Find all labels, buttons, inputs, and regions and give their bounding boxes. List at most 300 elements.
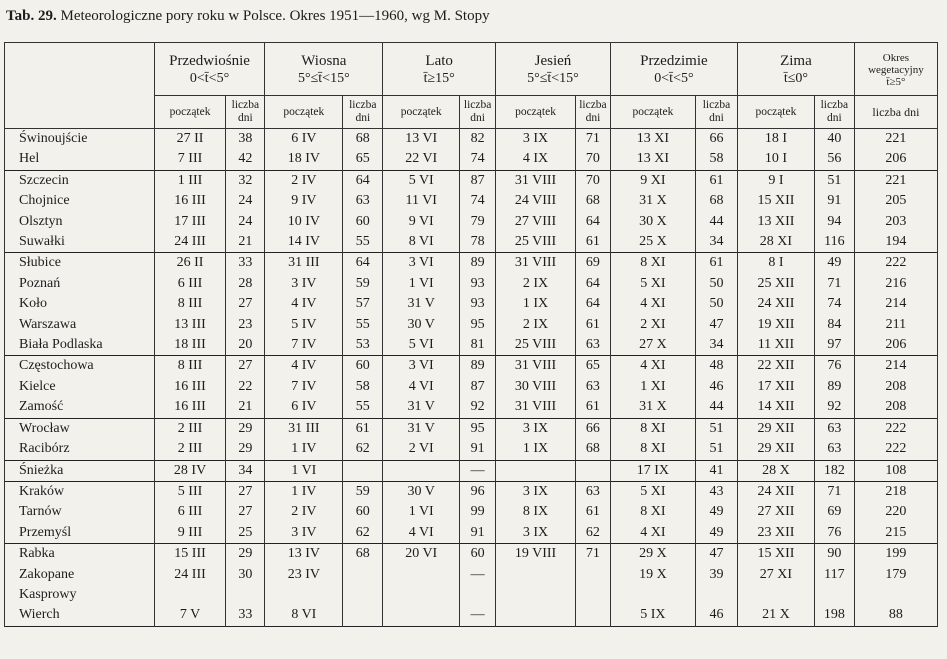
start-date-cell: 31 VIII xyxy=(496,170,576,191)
days-count-cell: 92 xyxy=(814,397,854,418)
table-row xyxy=(5,356,938,377)
days-count-cell: 55 xyxy=(343,315,383,335)
days-count-cell: 89 xyxy=(814,377,854,397)
days-count-cell: 46 xyxy=(695,585,737,626)
start-date-cell: 9 I xyxy=(737,170,814,191)
vegetation-days-cell: 222 xyxy=(854,439,937,460)
days-count-cell: 21 xyxy=(226,397,265,418)
start-date-cell: 5 VI xyxy=(383,335,460,356)
start-date-cell: 3 VI xyxy=(383,253,460,274)
station-name: Zamość xyxy=(5,397,155,418)
station-name: Wrocław xyxy=(5,418,155,439)
days-count-cell: 60 xyxy=(343,212,383,232)
days-count-cell: 60 xyxy=(343,356,383,377)
days-count-cell: 68 xyxy=(576,191,611,211)
start-date-cell: 24 III xyxy=(154,565,226,585)
days-count-header: liczba dni xyxy=(695,96,737,129)
start-date-cell: 8 I xyxy=(737,253,814,274)
seasons-table xyxy=(4,42,938,627)
start-date-cell: 14 IV xyxy=(265,232,343,253)
table-row xyxy=(5,253,938,274)
table-row xyxy=(5,274,938,294)
days-count-cell: 42 xyxy=(226,149,265,170)
start-date-cell: 10 IV xyxy=(265,212,343,232)
table-row xyxy=(5,502,938,522)
start-date-cell: 4 IX xyxy=(496,149,576,170)
days-count-cell: 20 xyxy=(226,335,265,356)
start-date-cell: 29 XII xyxy=(737,439,814,460)
days-count-cell: 116 xyxy=(814,232,854,253)
start-date-cell: 13 IV xyxy=(265,544,343,565)
vegetation-days-cell: 218 xyxy=(854,481,937,502)
start-date-cell: 8 VI xyxy=(265,585,343,626)
station-name: Koło xyxy=(5,294,155,314)
station-name: Chojnice xyxy=(5,191,155,211)
start-date-cell: 2 XI xyxy=(610,315,695,335)
days-count-cell: 93 xyxy=(460,274,496,294)
start-date-cell: 4 XI xyxy=(610,294,695,314)
start-date-cell: 13 XI xyxy=(610,129,695,150)
days-count-cell xyxy=(343,585,383,626)
days-count-cell: 71 xyxy=(814,481,854,502)
days-count-cell: 30 xyxy=(226,565,265,585)
start-date-cell: 18 I xyxy=(737,129,814,150)
days-count-cell: 89 xyxy=(460,356,496,377)
vegetation-days-cell: 216 xyxy=(854,274,937,294)
start-date-cell: 31 VIII xyxy=(496,397,576,418)
station-name: Kraków xyxy=(5,481,155,502)
start-date-cell: 9 IV xyxy=(265,191,343,211)
days-count-cell: 27 xyxy=(226,481,265,502)
days-count-cell: 89 xyxy=(460,253,496,274)
start-date-cell: 6 III xyxy=(154,502,226,522)
start-date-cell: 16 III xyxy=(154,377,226,397)
days-count-cell: 63 xyxy=(343,191,383,211)
days-count-cell: — xyxy=(460,460,496,481)
days-count-cell: 65 xyxy=(343,149,383,170)
station-name: Hel xyxy=(5,149,155,170)
station-name: Kielce xyxy=(5,377,155,397)
start-date-cell: 19 X xyxy=(610,565,695,585)
days-count-cell: 61 xyxy=(343,418,383,439)
days-count-cell: 87 xyxy=(460,170,496,191)
table-row xyxy=(5,149,938,170)
start-date-cell: 5 XI xyxy=(610,481,695,502)
days-count-cell: 68 xyxy=(343,129,383,150)
start-date-cell: 15 XII xyxy=(737,191,814,211)
start-date-cell: 3 IX xyxy=(496,129,576,150)
start-date-cell: 3 IV xyxy=(265,274,343,294)
days-count-cell: 49 xyxy=(695,523,737,544)
start-date-cell: 5 III xyxy=(154,481,226,502)
start-date-cell: 1 IV xyxy=(265,439,343,460)
days-count-cell: 68 xyxy=(576,439,611,460)
start-date-cell: 9 XI xyxy=(610,170,695,191)
start-date-cell: 1 IX xyxy=(496,439,576,460)
days-count-header: liczba dni xyxy=(343,96,383,129)
start-date-cell: 15 III xyxy=(154,544,226,565)
vegetation-days-cell: 221 xyxy=(854,129,937,150)
start-date-cell: 6 III xyxy=(154,274,226,294)
days-count-cell: 29 xyxy=(226,544,265,565)
start-date-cell: 1 IX xyxy=(496,294,576,314)
days-count-cell: 58 xyxy=(695,149,737,170)
days-count-cell: 61 xyxy=(576,315,611,335)
season-header: Jesień 5°≤t̄<15° xyxy=(496,43,611,96)
days-count-cell: 92 xyxy=(460,397,496,418)
start-date-cell: 1 XI xyxy=(610,377,695,397)
days-count-cell: 57 xyxy=(343,294,383,314)
days-count-cell: 32 xyxy=(226,170,265,191)
start-date-cell: 13 XII xyxy=(737,212,814,232)
vegetation-days-cell: 194 xyxy=(854,232,937,253)
days-count-cell: 61 xyxy=(695,170,737,191)
start-date-cell: 2 IV xyxy=(265,170,343,191)
station-name: Świnoujście xyxy=(5,129,155,150)
days-count-cell: 60 xyxy=(460,544,496,565)
start-date-cell: 9 VI xyxy=(383,212,460,232)
days-count-cell: 99 xyxy=(460,502,496,522)
start-date-cell: 28 XI xyxy=(737,232,814,253)
start-date-cell: 5 IX xyxy=(610,585,695,626)
days-count-cell: 29 xyxy=(226,439,265,460)
start-date-cell: 25 VIII xyxy=(496,335,576,356)
table-title xyxy=(6,8,490,25)
station-name: Poznań xyxy=(5,274,155,294)
start-date-cell: 4 XI xyxy=(610,356,695,377)
days-count-cell: 41 xyxy=(695,460,737,481)
station-name: Warszawa xyxy=(5,315,155,335)
start-date-cell: 8 XI xyxy=(610,253,695,274)
days-count-cell: 82 xyxy=(460,129,496,150)
start-date-cell: 2 IV xyxy=(265,502,343,522)
start-date-cell: 3 IV xyxy=(265,523,343,544)
start-date-cell: 17 III xyxy=(154,212,226,232)
days-count-cell: 74 xyxy=(814,294,854,314)
start-date-cell: 13 VI xyxy=(383,129,460,150)
days-count-cell: 55 xyxy=(343,232,383,253)
days-count-cell: 65 xyxy=(576,356,611,377)
days-count-cell: 53 xyxy=(343,335,383,356)
days-count-cell xyxy=(576,460,611,481)
days-count-cell: 34 xyxy=(695,232,737,253)
season-header: Przedzimie 0<t̄<5° xyxy=(610,43,737,96)
days-count-cell: 70 xyxy=(576,149,611,170)
start-date-header: początek xyxy=(383,96,460,129)
start-date-header: początek xyxy=(496,96,576,129)
start-date-header: początek xyxy=(737,96,814,129)
start-date-cell: 1 VI xyxy=(265,460,343,481)
days-count-cell: 61 xyxy=(576,232,611,253)
start-date-cell: 28 X xyxy=(737,460,814,481)
station-name: Słubice xyxy=(5,253,155,274)
start-date-cell: 10 I xyxy=(737,149,814,170)
vegetation-days-cell: 214 xyxy=(854,294,937,314)
station-name: Olsztyn xyxy=(5,212,155,232)
days-count-cell xyxy=(343,565,383,585)
days-count-cell: 74 xyxy=(460,191,496,211)
days-count-cell: 66 xyxy=(695,129,737,150)
start-date-cell: 31 V xyxy=(383,418,460,439)
table-row xyxy=(5,170,938,191)
table-row xyxy=(5,129,938,150)
start-date-cell: 4 XI xyxy=(610,523,695,544)
start-date-cell: 26 II xyxy=(154,253,226,274)
start-date-cell: 2 III xyxy=(154,418,226,439)
days-count-cell: 39 xyxy=(695,565,737,585)
days-count-header: liczba dni xyxy=(226,96,265,129)
season-header: Przedwiośnie 0<t̄<5° xyxy=(154,43,265,96)
start-date-cell: 8 VI xyxy=(383,232,460,253)
vegetation-days-cell: 208 xyxy=(854,377,937,397)
station-name: Częstochowa xyxy=(5,356,155,377)
start-date-cell: 6 IV xyxy=(265,129,343,150)
table-row xyxy=(5,294,938,314)
station-header xyxy=(5,43,155,129)
season-header: Zima t̄≤0° xyxy=(737,43,854,96)
table-caption: Meteorologiczne pory roku w Polsce. Okres 1951—1960, wg M. Stopy xyxy=(60,8,490,24)
days-count-cell: 28 xyxy=(226,274,265,294)
start-date-cell: 30 VIII xyxy=(496,377,576,397)
days-count-cell: 69 xyxy=(814,502,854,522)
days-count-cell: 198 xyxy=(814,585,854,626)
table-row xyxy=(5,232,938,253)
station-name: Kasprowy Wierch xyxy=(5,585,155,626)
start-date-cell: 7 V xyxy=(154,585,226,626)
start-date-cell: 27 II xyxy=(154,129,226,150)
start-date-cell: 11 VI xyxy=(383,191,460,211)
days-count-cell: 61 xyxy=(695,253,737,274)
start-date-cell: 13 III xyxy=(154,315,226,335)
days-count-cell: 95 xyxy=(460,315,496,335)
start-date-cell: 15 XII xyxy=(737,544,814,565)
start-date-cell: 22 XII xyxy=(737,356,814,377)
start-date-cell: 27 X xyxy=(610,335,695,356)
days-count-cell: 71 xyxy=(576,544,611,565)
table-row xyxy=(5,397,938,418)
days-count-cell: 22 xyxy=(226,377,265,397)
start-date-header: początek xyxy=(610,96,695,129)
start-date-cell: 31 III xyxy=(265,418,343,439)
days-count-cell: 60 xyxy=(343,502,383,522)
start-date-cell: 24 XII xyxy=(737,294,814,314)
days-count-cell: 63 xyxy=(814,418,854,439)
start-date-cell xyxy=(383,460,460,481)
vegetation-days-cell: 88 xyxy=(854,585,937,626)
start-date-cell: 3 VI xyxy=(383,356,460,377)
start-date-cell: 8 III xyxy=(154,356,226,377)
start-date-cell: 30 V xyxy=(383,315,460,335)
start-date-cell: 3 IX xyxy=(496,418,576,439)
days-count-cell: 55 xyxy=(343,397,383,418)
vegetation-days-cell: 221 xyxy=(854,170,937,191)
vegetation-days-cell: 206 xyxy=(854,335,937,356)
days-count-cell xyxy=(343,460,383,481)
days-count-cell: 68 xyxy=(343,544,383,565)
start-date-cell: 14 XII xyxy=(737,397,814,418)
start-date-cell: 3 IX xyxy=(496,523,576,544)
days-count-cell: 79 xyxy=(460,212,496,232)
station-name: Biała Podlaska xyxy=(5,335,155,356)
vegetation-days-cell: 205 xyxy=(854,191,937,211)
days-count-cell: 64 xyxy=(576,294,611,314)
start-date-cell: 31 VIII xyxy=(496,356,576,377)
start-date-cell: 5 IV xyxy=(265,315,343,335)
start-date-cell: 18 IV xyxy=(265,149,343,170)
station-name: Zakopane xyxy=(5,565,155,585)
table-row xyxy=(5,481,938,502)
days-count-cell: — xyxy=(460,565,496,585)
start-date-cell: 2 VI xyxy=(383,439,460,460)
start-date-cell: 11 XII xyxy=(737,335,814,356)
days-count-cell: 38 xyxy=(226,129,265,150)
start-date-cell: 22 VI xyxy=(383,149,460,170)
start-date-cell: 24 VIII xyxy=(496,191,576,211)
days-count-cell: 56 xyxy=(814,149,854,170)
days-count-cell: 47 xyxy=(695,544,737,565)
start-date-cell: 2 IX xyxy=(496,315,576,335)
days-count-cell: 74 xyxy=(460,149,496,170)
days-count-cell: 27 xyxy=(226,356,265,377)
days-count-cell: 29 xyxy=(226,418,265,439)
days-count-cell: 47 xyxy=(695,315,737,335)
days-count-cell: 66 xyxy=(576,418,611,439)
days-count-cell: 48 xyxy=(695,356,737,377)
vegetation-days-cell: 214 xyxy=(854,356,937,377)
days-count-cell: 182 xyxy=(814,460,854,481)
days-count-cell: 63 xyxy=(576,377,611,397)
days-count-cell: 25 xyxy=(226,523,265,544)
vegetation-days-cell: 203 xyxy=(854,212,937,232)
start-date-cell: 5 VI xyxy=(383,170,460,191)
days-count-cell: 27 xyxy=(226,502,265,522)
days-count-cell: 97 xyxy=(814,335,854,356)
season-header: Wiosna 5°≤t̄<15° xyxy=(265,43,383,96)
start-date-cell: 27 VIII xyxy=(496,212,576,232)
start-date-cell: 1 VI xyxy=(383,502,460,522)
start-date-header: początek xyxy=(154,96,226,129)
start-date-header: początek xyxy=(265,96,343,129)
days-count-cell: 78 xyxy=(460,232,496,253)
station-name: Rabka xyxy=(5,544,155,565)
table-number: Tab. 29. xyxy=(6,8,57,24)
days-count-cell: 51 xyxy=(814,170,854,191)
days-count-cell: 87 xyxy=(460,377,496,397)
start-date-cell: 31 V xyxy=(383,294,460,314)
start-date-cell: 31 III xyxy=(265,253,343,274)
days-count-cell: 24 xyxy=(226,212,265,232)
start-date-cell: 8 III xyxy=(154,294,226,314)
days-count-cell: 62 xyxy=(576,523,611,544)
days-count-cell: 71 xyxy=(576,129,611,150)
start-date-cell: 2 III xyxy=(154,439,226,460)
table-row xyxy=(5,523,938,544)
start-date-cell xyxy=(383,585,460,626)
days-count-cell: 90 xyxy=(814,544,854,565)
days-count-header: liczba dni xyxy=(814,96,854,129)
days-count-cell: 34 xyxy=(695,335,737,356)
days-count-header: liczba dni xyxy=(576,96,611,129)
vegetation-days-cell: 179 xyxy=(854,565,937,585)
start-date-cell: 13 XI xyxy=(610,149,695,170)
vegetation-days-cell: 222 xyxy=(854,253,937,274)
days-count-cell: 27 xyxy=(226,294,265,314)
start-date-cell: 17 IX xyxy=(610,460,695,481)
days-count-cell: 93 xyxy=(460,294,496,314)
station-name: Śnieżka xyxy=(5,460,155,481)
table-row xyxy=(5,460,938,481)
days-count-cell: 117 xyxy=(814,565,854,585)
days-count-cell: 69 xyxy=(576,253,611,274)
station-name: Tarnów xyxy=(5,502,155,522)
days-count-cell: 51 xyxy=(695,418,737,439)
start-date-cell: 2 IX xyxy=(496,274,576,294)
days-count-header: liczba dni xyxy=(460,96,496,129)
days-count-cell: 49 xyxy=(695,502,737,522)
start-date-cell: 24 III xyxy=(154,232,226,253)
days-count-cell: 24 xyxy=(226,191,265,211)
days-count-cell: 64 xyxy=(343,253,383,274)
days-count-cell: 81 xyxy=(460,335,496,356)
days-count-cell: 63 xyxy=(576,335,611,356)
days-count-cell: 23 xyxy=(226,315,265,335)
table-row xyxy=(5,565,938,585)
days-count-cell: 46 xyxy=(695,377,737,397)
table-row xyxy=(5,335,938,356)
days-count-cell: 64 xyxy=(576,212,611,232)
start-date-cell: 23 IV xyxy=(265,565,343,585)
start-date-cell: 31 X xyxy=(610,191,695,211)
start-date-cell: 30 X xyxy=(610,212,695,232)
table-row xyxy=(5,191,938,211)
vegetation-header: Okres wegetacyjny t̄≥5° xyxy=(854,43,937,96)
days-count-cell: 94 xyxy=(814,212,854,232)
days-count-cell: 76 xyxy=(814,523,854,544)
start-date-cell: 24 XII xyxy=(737,481,814,502)
days-count-cell: 64 xyxy=(576,274,611,294)
start-date-cell: 1 III xyxy=(154,170,226,191)
table-row xyxy=(5,315,938,335)
start-date-cell: 6 IV xyxy=(265,397,343,418)
days-count-cell: 50 xyxy=(695,294,737,314)
start-date-cell: 29 X xyxy=(610,544,695,565)
start-date-cell: 31 X xyxy=(610,397,695,418)
start-date-cell: 25 X xyxy=(610,232,695,253)
table-row xyxy=(5,377,938,397)
days-count-cell: 21 xyxy=(226,232,265,253)
station-name: Suwałki xyxy=(5,232,155,253)
days-count-cell: 96 xyxy=(460,481,496,502)
days-count-cell: 70 xyxy=(576,170,611,191)
days-count-cell xyxy=(576,585,611,626)
start-date-cell: 8 IX xyxy=(496,502,576,522)
start-date-cell: 21 X xyxy=(737,585,814,626)
start-date-cell: 16 III xyxy=(154,397,226,418)
vegetation-days-cell: 206 xyxy=(854,149,937,170)
vegetation-days-cell: 220 xyxy=(854,502,937,522)
days-count-cell: 63 xyxy=(814,439,854,460)
days-count-cell: 44 xyxy=(695,397,737,418)
days-count-cell: 95 xyxy=(460,418,496,439)
start-date-cell: 28 IV xyxy=(154,460,226,481)
start-date-cell: 4 VI xyxy=(383,377,460,397)
start-date-cell: 19 VIII xyxy=(496,544,576,565)
start-date-cell: 5 XI xyxy=(610,274,695,294)
start-date-cell: 19 XII xyxy=(737,315,814,335)
vegetation-days-cell: 208 xyxy=(854,397,937,418)
days-count-cell: — xyxy=(460,585,496,626)
days-count-cell: 71 xyxy=(814,274,854,294)
